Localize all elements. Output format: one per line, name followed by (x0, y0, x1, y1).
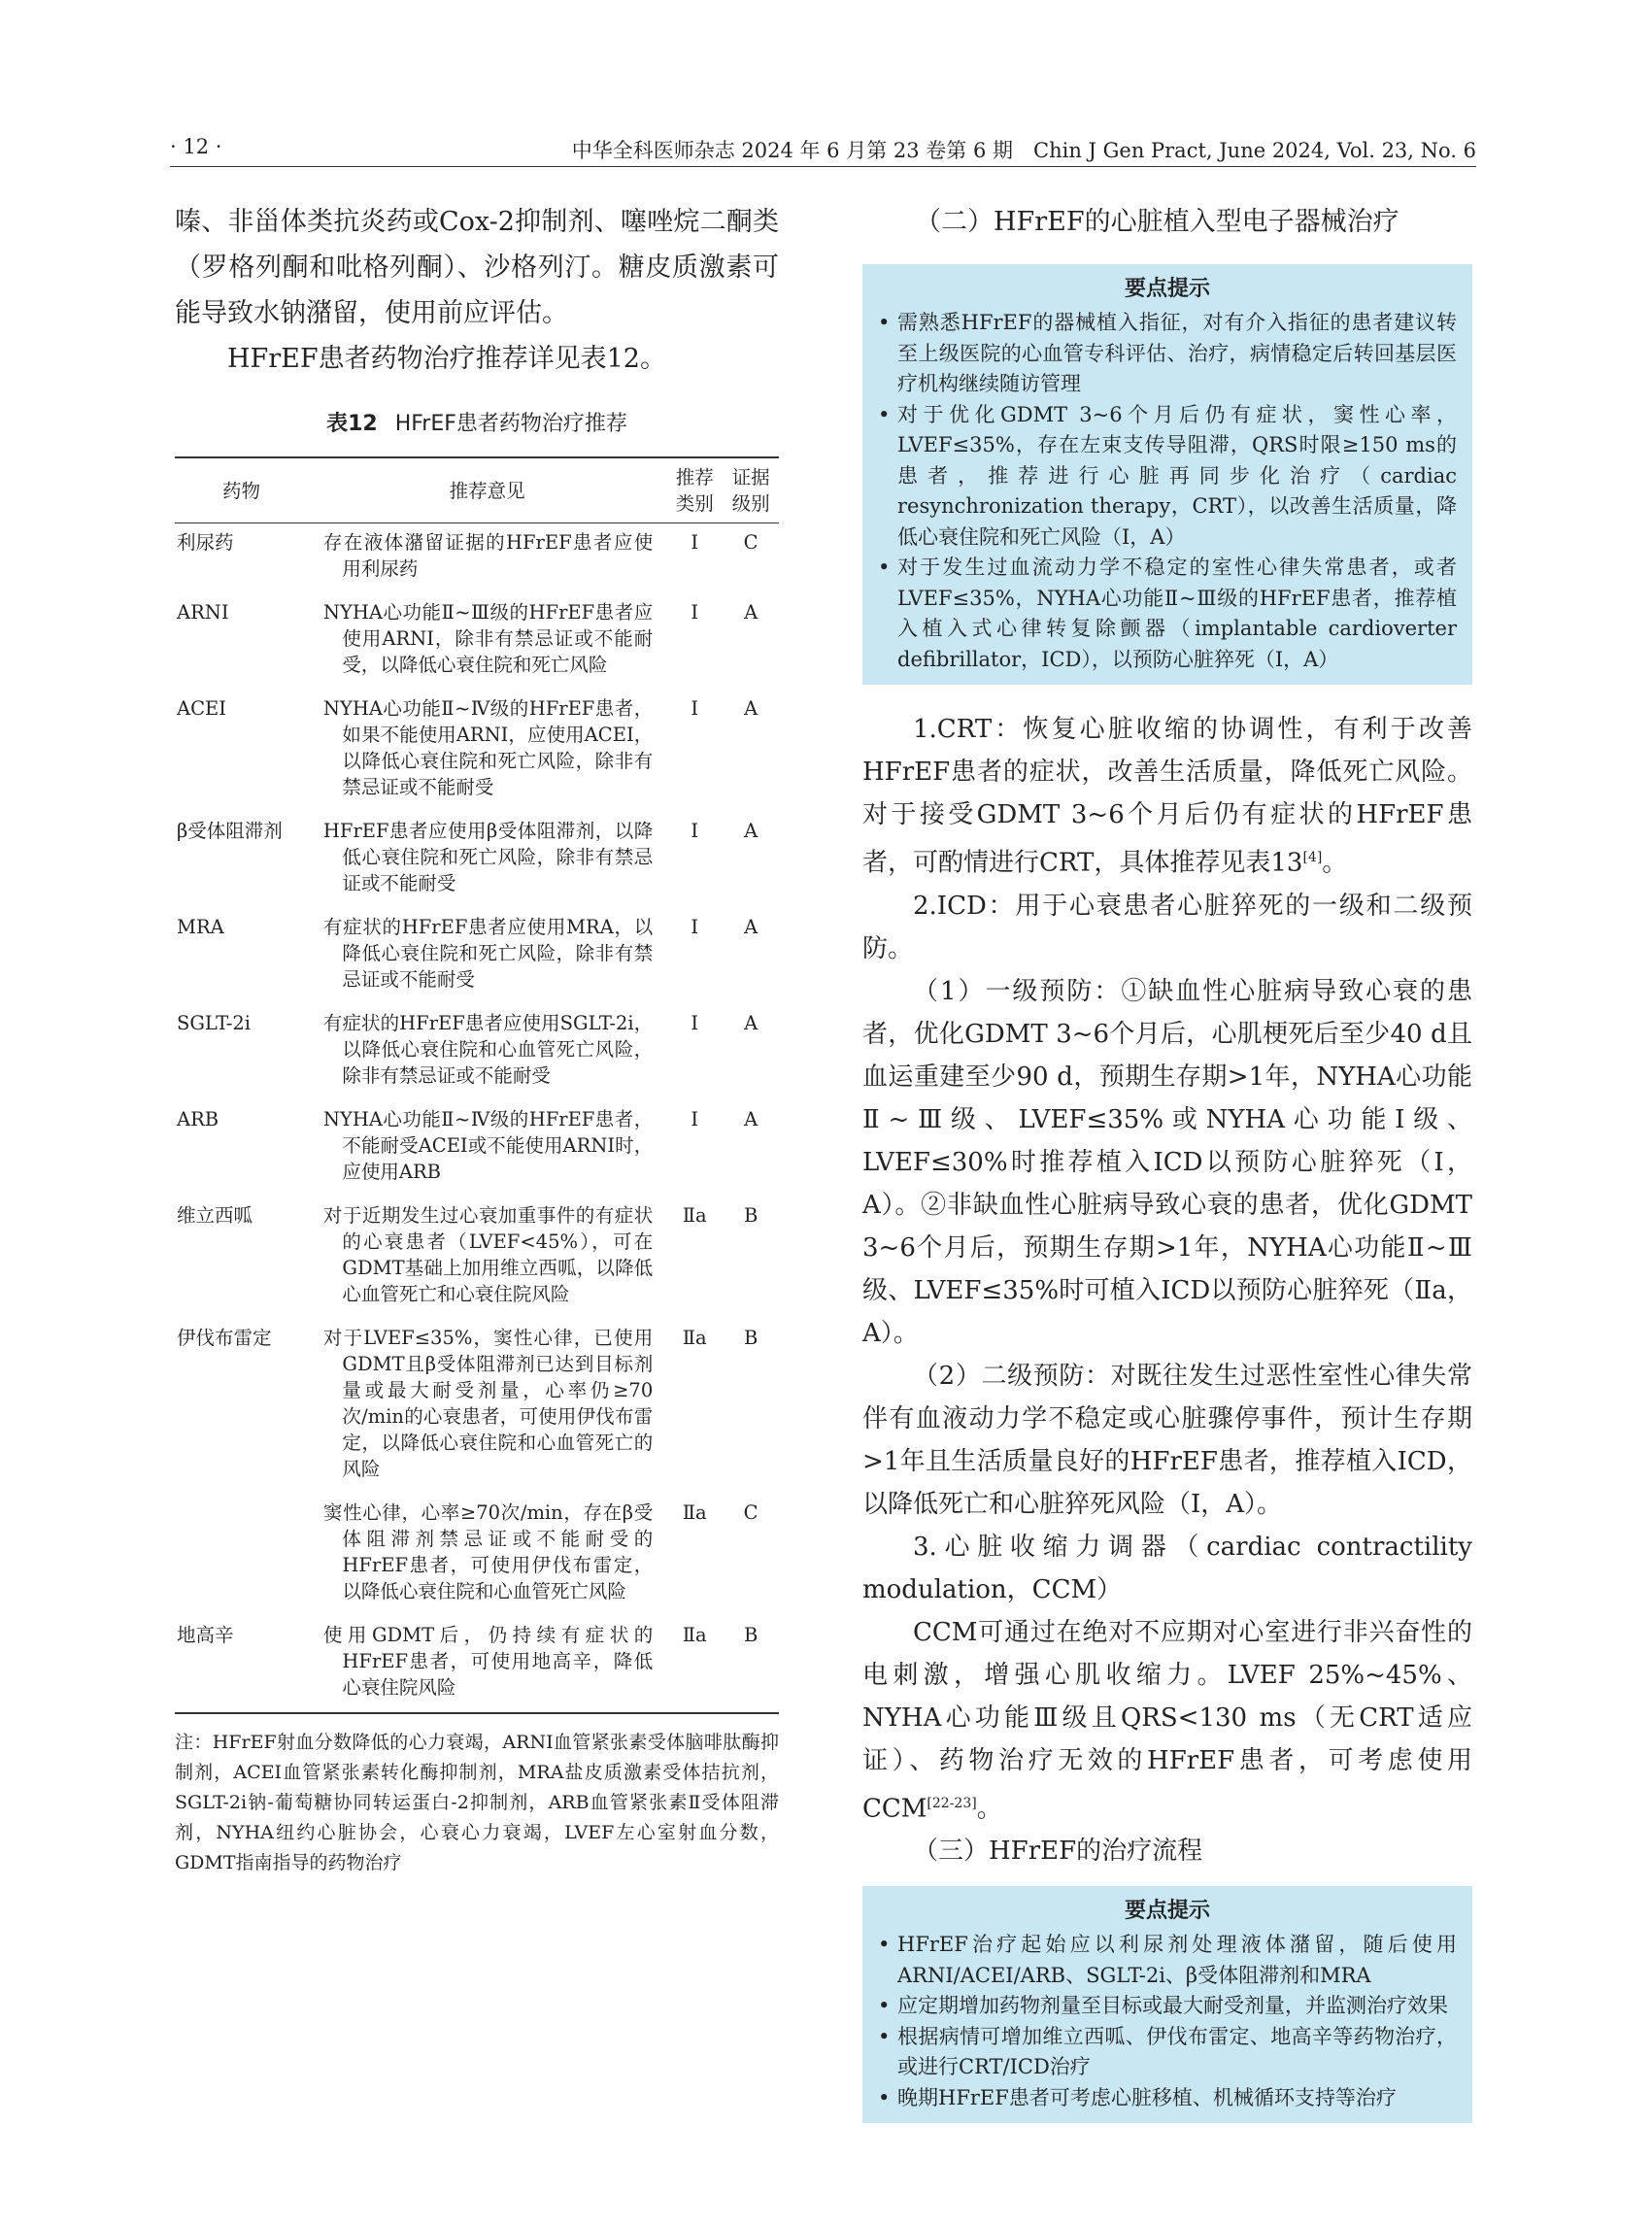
key-points-title: 要点提示 (1124, 277, 1210, 301)
table-body (175, 523, 779, 1714)
drug-name-cell: β受体阻滞剂 (177, 820, 283, 842)
ccm-title: 3.心脏收缩力调器（cardiac contractility modulation，CCM） (862, 1532, 1472, 1604)
drug-name-cell: 利尿药 (177, 531, 234, 554)
drug-name-cell: ARNI (177, 601, 229, 624)
key-point-item: • 根据病情可增加维立西呱、伊伐布雷定、地高辛等药物治疗，或进行CRT/ICD治疗 (878, 2022, 1457, 2083)
recommendation-text: 有症状的HFrEF患者应使用SGLT-2i，以降低心衰住院和心血管死亡风险，除非有禁忌证或不能耐受 (322, 1012, 654, 1087)
class-cell: Ⅰ (691, 697, 699, 720)
key-points-list (878, 1930, 1457, 2113)
class-cell: Ⅱa (666, 1616, 723, 1713)
secondary-prevention-paragraph: （2）二级预防：对既往发生过恶性室性心律失常伴有血液动力学不稳定或心脏骤停事件，预计生存期>1年且生活质量良好的HFrEF患者，推荐植入ICD，以降低死亡和心脏猝死风险（Ⅰ，A）。 (862, 1361, 1472, 1519)
recommendation-text: HFrEF患者应使用β受体阻滞剂，以降低心衰住院和死亡风险，除非有禁忌证或不能耐受 (322, 820, 654, 894)
level-cell: B (743, 1204, 759, 1227)
key-point-item: • 对于优化GDMT 3~6个月后仍有症状，窦性心率，LVEF≤35%，存在左束支传导阻滞，QRS时限≥150 ms的患者，推荐进行心脏再同步化治疗（cardiac resynchronization therapy，CRT），以改善生活质量，降低心衰住院和死亡风险（Ⅰ，A） (878, 400, 1457, 554)
crt-paragraph (862, 708, 1472, 885)
recommendation-text: 存在液体潴留证据的HFrEF患者应使用利尿药 (322, 531, 654, 580)
recommendation-text: 对于LVEF≤35%，窦性心律，已使用GDMT且β受体阻滞剂已达到目标剂量或最大耐受剂量，心率仍≥70次/min的心衰患者，可使用伊伐布雷定，以降低心衰住院和心血管死亡的风险 (322, 1327, 654, 1480)
section-title-devices: （二）HFrEF的心脏植入型电子器械治疗 (915, 207, 1399, 237)
recommendation-text: 对于近期发生过心衰加重事件的有症状的心衰患者（LVEF<45%），可在GDMT基础上加用维立西呱，以降低心血管死亡和心衰住院风险 (322, 1204, 654, 1305)
table-header-row (175, 457, 779, 523)
table-caption-label: 表12 (326, 412, 378, 436)
level-cell: A (744, 601, 759, 624)
drug-name-cell: 维立西呱 (177, 1204, 253, 1227)
table-row (175, 1494, 779, 1616)
crt-end: 。 (1322, 848, 1348, 878)
crt-text: 1.CRT：恢复心脏收缩的协调性，有利于改善HFrEF患者的症状，改善生活质量，降低死亡风险。对于接受GDMT 3~6个月后仍有症状的HFrEF患者，可酌情进行CRT，具体推荐见表13 (862, 715, 1472, 878)
recommendation-text: NYHA心功能Ⅱ~Ⅳ级的HFrEF患者，不能耐受ACEI或不能使用ARNI时，应使用ARB (322, 1108, 654, 1183)
drug-recommendation-table (175, 456, 779, 1714)
ccm-paragraph (862, 1611, 1472, 1831)
recommendation-text: 窦性心律，心率≥70次/min，存在β受体阻滞剂禁忌证或不能耐受的HFrEF患者，可使用伊伐布雷定，以降低心衰住院和心血管死亡风险 (322, 1501, 654, 1602)
key-points-title: 要点提示 (1124, 1899, 1210, 1924)
drug-name-cell: SGLT-2i (177, 1012, 252, 1034)
class-cell: Ⅰ (691, 601, 699, 624)
recommendation-cell (308, 908, 666, 1004)
recommendation-cell (308, 1319, 666, 1494)
running-header (170, 131, 1476, 167)
class-cell: Ⅰ (691, 531, 699, 554)
key-points-box-workflow (862, 1886, 1472, 2123)
table-row (175, 1616, 779, 1713)
recommendation-cell (308, 1100, 666, 1197)
key-point-item: • 需熟悉HFrEF的器械植入指征，对有介入指征的患者建议转至上级医院的心血管专科评估、治疗，病情稳定后转回基层医疗机构继续随访管理 (878, 308, 1457, 400)
class-cell: Ⅰ (691, 1012, 699, 1034)
table-row (175, 593, 779, 690)
table-row (175, 690, 779, 812)
header-drug: 药物 (175, 457, 308, 523)
key-points-box-devices (862, 264, 1472, 685)
level-cell: A (744, 1108, 759, 1130)
class-cell: Ⅰ (691, 820, 699, 842)
recommendation-cell (308, 690, 666, 812)
class-cell: Ⅱa (682, 1204, 707, 1227)
table-row (175, 1319, 779, 1494)
class-cell: Ⅰ (691, 1108, 699, 1130)
level-cell: A (744, 1012, 759, 1034)
ccm-text: CCM可通过在绝对不应期对心室进行非兴奋性的电刺激，增强心肌收缩力。LVEF 25%~45%、NYHA心功能Ⅲ级且QRS<130 ms（无CRT适应证）、药物治疗无效的HFrEF患者，可考虑使用CCM (862, 1617, 1472, 1824)
right-column (862, 199, 1472, 2146)
drug-name-cell: 伊伐布雷定 (177, 1327, 272, 1349)
header-recommendation: 推荐意见 (308, 457, 666, 523)
recommendation-cell (308, 1494, 666, 1616)
level-cell: C (743, 1501, 759, 1524)
icd-paragraph: 2.ICD：用于心衰患者心脏猝死的一级和二级预防。 (862, 891, 1472, 963)
recommendation-cell (308, 523, 666, 594)
drug-name-cell: ARB (177, 1108, 219, 1130)
recommendation-cell (308, 1004, 666, 1100)
recommendation-text: NYHA心功能Ⅱ~Ⅲ级的HFrEF患者应使用ARNI，除非有禁忌证或不能耐受，以降低心衰住院和死亡风险 (322, 601, 654, 676)
header-level: 证据级别 (723, 457, 779, 523)
page-number: · 12 · (170, 135, 222, 158)
table-row (175, 1004, 779, 1100)
drug-name-cell: 地高辛 (175, 1616, 308, 1713)
table-row (175, 1100, 779, 1197)
key-point-item: • 应定期增加药物剂量至目标或最大耐受剂量，并监测治疗效果 (878, 1991, 1457, 2022)
level-cell: A (744, 697, 759, 720)
table-row (175, 812, 779, 908)
table-note: 注：HFrEF射血分数降低的心力衰竭，ARNI血管紧张素受体脑啡肽酶抑制剂，ACEI血管紧张素转化酶抑制剂，MRA盐皮质激素受体拮抗剂，SGLT-2i钠-葡萄糖协同转运蛋白-2抑制剂，ARB血管紧张素Ⅱ受体阻滞剂，NYHA纽约心脏协会，心衰心力衰竭，LVEF左心室射血分数，GDMT指南指导的药物治疗 (175, 1732, 779, 1873)
table-row (175, 523, 779, 594)
level-cell: A (744, 916, 759, 938)
class-cell: Ⅰ (691, 916, 699, 938)
recommendation-cell (308, 1197, 666, 1319)
level-cell: C (743, 531, 759, 554)
key-point-item: • 对于发生过血流动力学不稳定的室性心律失常患者，或者LVEF≤35%，NYHA心功能Ⅱ~Ⅲ级的HFrEF患者，推荐植入植入式心律转复除颤器（implantable cardioverter defibrillator，ICD），以预防心脏猝死（Ⅰ，A） (878, 553, 1457, 675)
class-cell: Ⅱa (682, 1501, 707, 1524)
recommendation-cell (308, 812, 666, 908)
class-cell: Ⅱa (682, 1327, 707, 1349)
drug-name-cell: MRA (177, 916, 224, 938)
section-title-workflow: （三）HFrEF的治疗流程 (913, 1837, 1203, 1867)
key-points-list (878, 308, 1457, 675)
table-row (175, 908, 779, 1004)
left-column (175, 199, 779, 1878)
level-cell: B (743, 1327, 759, 1349)
table-caption (175, 407, 779, 437)
intro-paragraph: 嗪、非甾体类抗炎药或Cox-2抑制剂、噻唑烷二酮类（罗格列酮和吡格列酮）、沙格列汀。糖皮质激素可能导致水钠潴留，使用前应评估。 (175, 207, 779, 328)
journal-citation: 中华全科医师杂志 2024 年 6 月第 23 卷第 6 期 Chin J Gen Pract, June 2024, Vol. 23, No. 6 (571, 139, 1476, 162)
primary-prevention-paragraph: （1）一级预防：①缺血性心脏病导致心衰的患者，优化GDMT 3~6个月后，心肌梗死后至少40 d且血运重建至少90 d，预期生存期>1年，NYHA心功能Ⅱ~Ⅲ级、LVEF≤35%或NYHA心功能Ⅰ级、LVEF≤30%时推荐植入ICD以预防心脏猝死（Ⅰ，A）。②非缺血性心脏病导致心衰的患者，优化GDMT 3~6个月后，预期生存期>1年，NYHA心功能Ⅱ~Ⅲ级、LVEF≤35%时可植入ICD以预防心脏猝死（Ⅱa，A）。 (862, 976, 1472, 1348)
key-point-item: • 晚期HFrEF患者可考虑心脏移植、机械循环支持等治疗 (878, 2083, 1457, 2114)
drug-name-cell (175, 1494, 308, 1616)
drug-name-cell: ACEI (177, 697, 226, 720)
crt-citation: [4] (1302, 850, 1323, 865)
ccm-end: 。 (976, 1794, 1002, 1824)
table-reference-paragraph: HFrEF患者药物治疗推荐详见表12。 (227, 344, 666, 374)
recommendation-text: 使用GDMT后，仍持续有症状的HFrEF患者，可使用地高辛，降低心衰住院风险 (322, 1624, 654, 1699)
recommendation-cell (308, 593, 666, 690)
header-class: 推荐类别 (666, 457, 723, 523)
recommendation-cell (308, 1616, 666, 1713)
ccm-citation: [22-23] (927, 1795, 977, 1811)
table-caption-title: HFrEF患者药物治疗推荐 (394, 412, 627, 436)
level-cell: A (744, 820, 759, 842)
recommendation-text: NYHA心功能Ⅱ~Ⅳ级的HFrEF患者，如果不能使用ARNI，应使用ACEI，以降低心衰住院和死亡风险，除非有禁忌证或不能耐受 (322, 697, 654, 798)
recommendation-text: 有症状的HFrEF患者应使用MRA，以降低心衰住院和死亡风险，除非有禁忌证或不能耐受 (322, 916, 654, 991)
level-cell: B (723, 1616, 779, 1713)
table-row (175, 1197, 779, 1319)
key-point-item: • HFrEF治疗起始应以利尿剂处理液体潴留，随后使用ARNI/ACEI/ARB、SGLT-2i、β受体阻滞剂和MRA (878, 1930, 1457, 1991)
